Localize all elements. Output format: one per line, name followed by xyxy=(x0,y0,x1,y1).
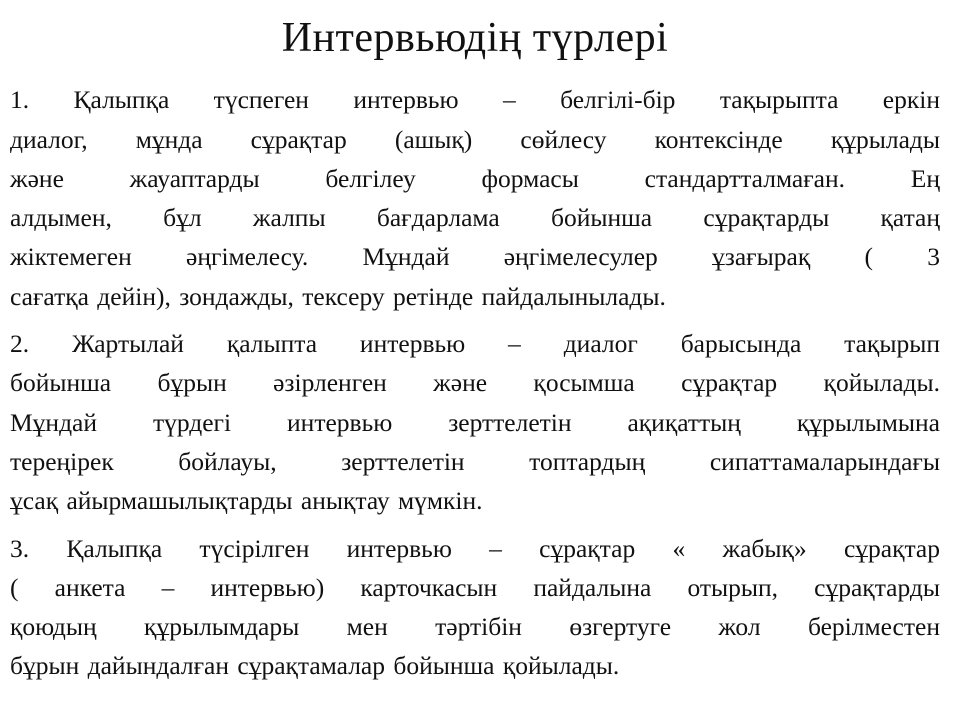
paragraph-semi-structured-interview xyxy=(10,324,940,520)
paragraph-line: ұсақ айырмашылықтарды анықтау мүмкін. xyxy=(10,486,483,516)
paragraph-line: бойынша бұрын әзірленген және қосымша сұрақтар қойылады. xyxy=(10,368,940,398)
paragraph-line: 3. Қалыпқа түсірілген интервью – сұрақтар « жабық» сұрақтар xyxy=(10,533,940,563)
paragraph-line: сағатқа дейін), зондажды, тексеру ретінде пайдалынылады. xyxy=(10,281,666,311)
paragraph-line: қоюдың құрылымдары мен тәртібін өзгертуге жол берілместен xyxy=(10,612,940,642)
paragraph-line: ( анкета – интервью) карточкасын пайдалына отырып, сұрақтарды xyxy=(10,572,940,602)
paragraph-line: алдымен, бұл жалпы бағдарлама бойынша сұрақтарды қатаң xyxy=(10,203,940,233)
paragraph-line: 2. Жартылай қалыпта интервью – диалог барысында тақырып xyxy=(10,329,940,359)
paragraph-line: және жауаптарды белгілеу формасы стандартталмаған. Ең xyxy=(10,163,940,193)
paragraph-structured-interview xyxy=(10,529,940,686)
paragraph-line: бұрын дайындалған сұрақтамалар бойынша қойылады. xyxy=(10,651,620,681)
slide-title: Интервьюдің түрлері xyxy=(281,15,669,61)
paragraph-line: 1. Қалыпқа түспеген интервью – белгілі-бір тақырыпта еркін xyxy=(10,85,940,115)
paragraph-line: жіктемеген әңгімелесу. Мұндай әңгімелесулер ұзағырақ ( 3 xyxy=(10,242,940,272)
paragraph-unstructured-interview xyxy=(10,80,940,316)
paragraph-line: тереңірек бойлауы, зерттелетін топтардың сипаттамаларындағы xyxy=(10,446,940,476)
paragraph-line: Мұндай түрдегі интервью зерттелетін ақиқаттың құрылымына xyxy=(10,407,940,437)
paragraph-line: диалог, мұнда сұрақтар (ашық) сөйлесу контексінде құрылады xyxy=(10,124,940,154)
